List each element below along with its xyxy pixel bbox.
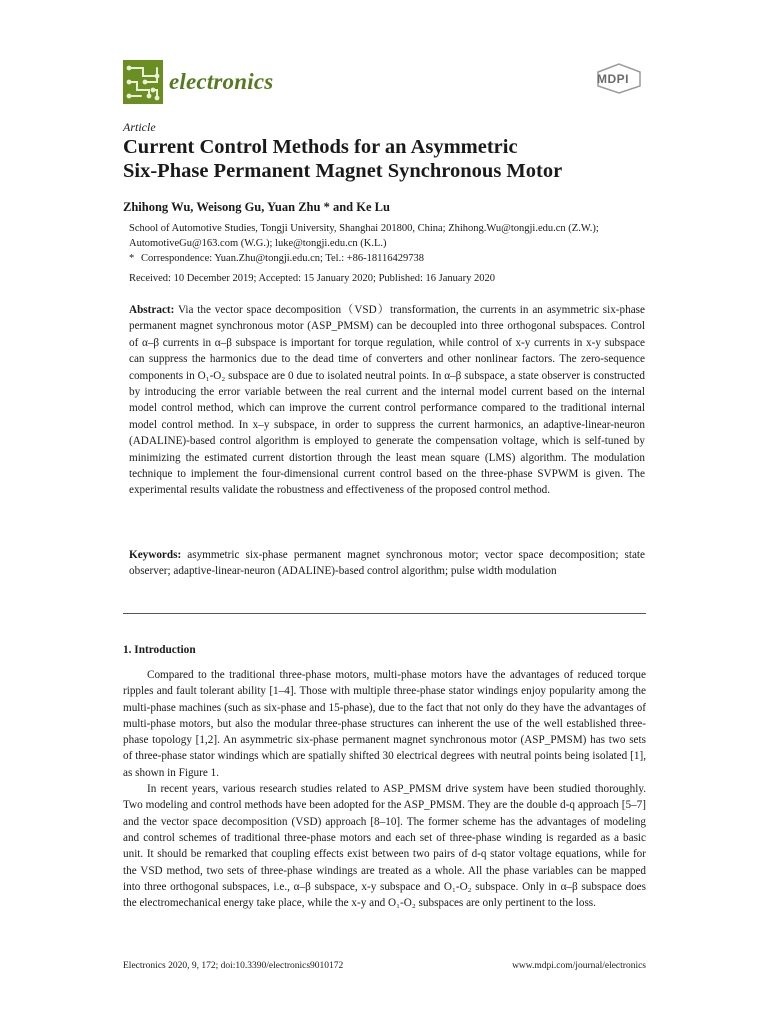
keywords-text: asymmetric six-phase permanent magnet synchronous motor; vector space decomposition; state observer; adaptive-linear-neuron (ADALINE)-based control algorithm; pulse width modulation (129, 549, 645, 578)
publication-dates: Received: 10 December 2019; Accepted: 15 January 2020; Published: 16 January 2020 (129, 273, 495, 284)
keywords-label: Keywords: (129, 549, 182, 561)
journal-name: electronics (169, 69, 274, 94)
publisher-name: MDPI (597, 72, 629, 86)
correspondence (129, 253, 424, 264)
footer-url[interactable]: www.mdpi.com/journal/electronics (512, 961, 646, 971)
abstract-text: Via the vector space decomposition（VSD）transformation, the currents in an asymmetric six-phase permanent magnet synchronous motor (ASP_PMSM) can be decoupled into three orthogonal subspaces. Control of α–β currents in α–β subspace is important for torque regulation, while control of x-y currents in x-y subspace can suppress the harmonics due to the dead time of converters and other nonlinear factors. The zero-sequence components in O₁-O₂ subspace are 0 due to isolated neutral points. In α–β subspace, a state observer is constructed by introducing the error variable between the real current and the internal model current based on the internal model control method, which can improve the current control performance compared to the traditional internal model control method. In x–y subspace, in order to suppress the current harmonics, an adaptive-linear-neuron (ADALINE)-based control algorithm is employed to generate the compensation voltage, which is self-tuned by minimizing the estimated current distortion through the least mean square (LMS) algorithm. The modulation technique to implement the four-dimensional current control based on the three-phase SVPWM is given. The experimental results validate the robustness and effectiveness of the proposed control method. (129, 304, 645, 497)
footer-citation: Electronics 2020, 9, 172; doi:10.3390/electronics9010172 (123, 961, 344, 971)
paper-title (123, 135, 683, 183)
paragraph: In recent years, various research studies related to ASP_PMSM drive system have been studied thoroughly. Two modeling and control methods have been adopted for the ASP_PMSM. They are the double d-q approach [5–7] and the vector space decomposition (VSD) approach [8–10]. The former scheme has the advantages of modeling and control schemes of traditional three-phase motors and each set of three-phase winding is regarded as a basic unit. It should be remarked that coupling effects exist between two pairs of d-q stator voltage equations, while for the VSD method, two sets of three-phase windings are treated as a whole. All the phase variables can be mapped into three orthogonal subspaces, i.e., α–β subspace, x-y subspace and O₁-O₂ subspace. Only in α–β subspace does the electromechanical energy take place, while the x-y and O₁-O₂ subspaces are only pertinent to the loss. (123, 783, 646, 910)
journal-logo (123, 60, 273, 104)
title-line-2: Six-Phase Permanent Magnet Synchronous Motor (123, 160, 563, 182)
affiliation-line-1: School of Automotive Studies, Tongji University, Shanghai 201800, China; Zhihong.Wu@tongji.edu.cn (Z.W.); (129, 223, 599, 234)
affiliation-line-2: AutomotiveGu@163.com (W.G.); luke@tongji.edu.cn (K.L.) (129, 237, 387, 249)
correspondence-text: Correspondence: Yuan.Zhu@tongji.edu.cn; Tel.: +86-18116429738 (141, 253, 425, 264)
author-list: Zhihong Wu, Weisong Gu, Yuan Zhu * and Ke Lu (123, 200, 390, 214)
affiliation (129, 222, 659, 251)
introduction-body (123, 667, 646, 911)
title-line-1: Current Control Methods for an Asymmetric (123, 136, 518, 158)
keywords (129, 547, 645, 580)
journal-logo-icon (123, 60, 163, 104)
paragraph: Compared to the traditional three-phase motors, multi-phase motors have the advantages of reduced torque ripples and fault tolerant ability [1–4]. Those with multiple three-phase stator windings enjoy popularity among the multi-phase machines (such as six-phase and 15-phase), due to the fact that not only do they have the advantages of multi-phase motors, but also the modular three-phase structures can inherent the use of the well established three-phase topology [1,2]. An asymmetric six-phase permanent magnet synchronous motor (ASP_PMSM) has two sets of three-phase stator windings which are spatially shifted 30 electrical degrees with neutral points being isolated [1], as shown in Figure 1. (123, 669, 646, 779)
abstract (129, 302, 645, 499)
section-heading: 1. Introduction (123, 644, 196, 656)
abstract-label: Abstract: (129, 304, 175, 316)
section-divider (123, 613, 646, 614)
article-type: Article (123, 120, 156, 134)
correspondence-mark: * (129, 253, 135, 264)
